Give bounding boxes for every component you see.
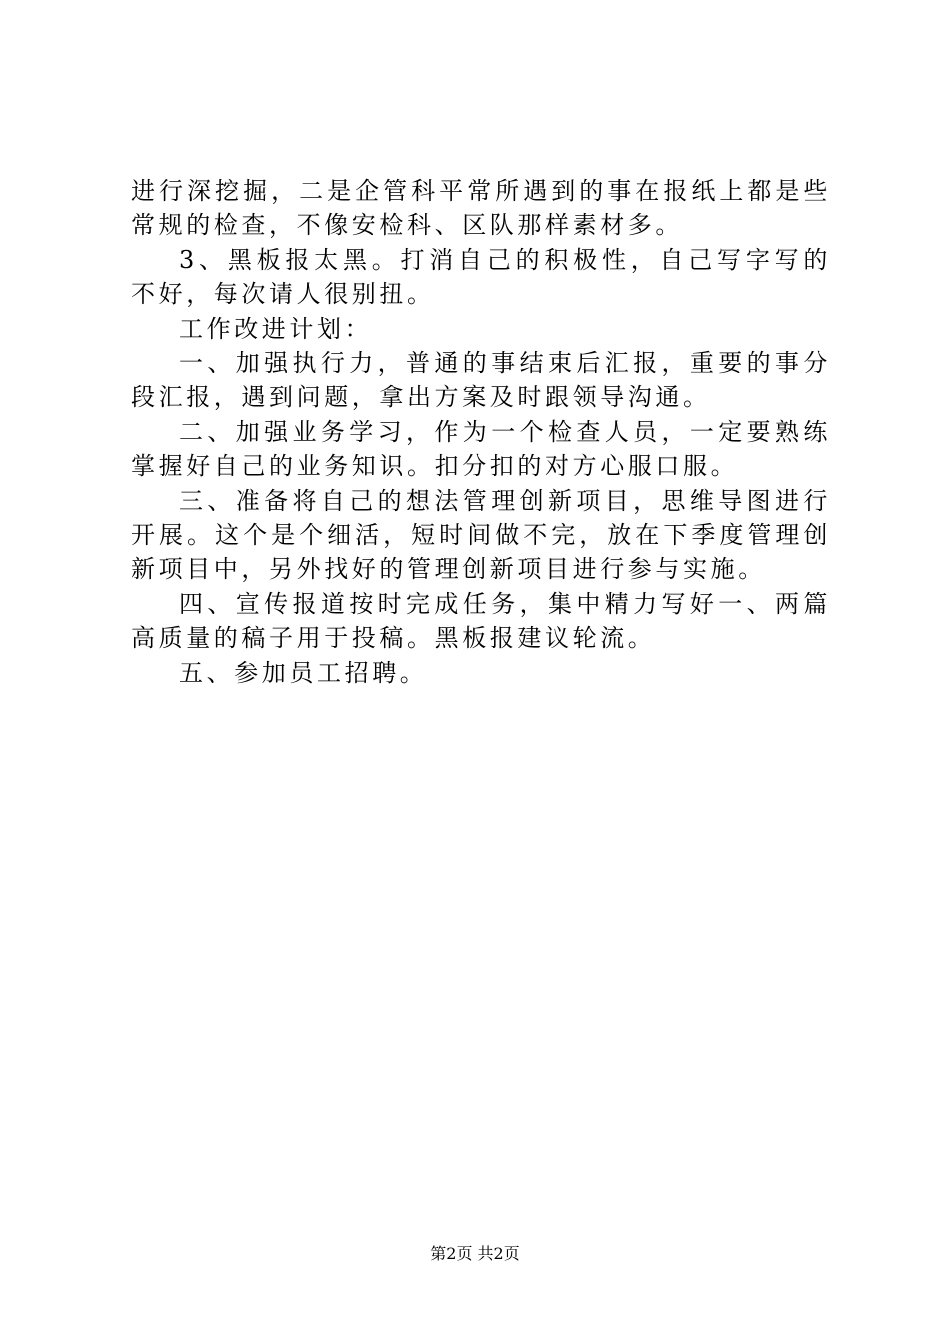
paragraph-plan-item-4: 四、宣传报道按时完成任务，集中精力写好一、两篇高质量的稿子用于投稿。黑板报建议轮流。 — [131, 589, 831, 653]
paragraph-plan-item-3: 三、准备将自己的想法管理创新项目，思维导图进行开展。这个是个细活，短时间做不完，放在下季度管理创新项目中，另外找好的管理创新项目进行参与实施。 — [131, 486, 831, 584]
paragraph-continuation: 进行深挖掘，二是企管科平常所遇到的事在报纸上都是些常规的检查，不像安检科、区队那样素材多。 — [131, 177, 831, 240]
page-number-label: 第2页 共2页 — [430, 1244, 520, 1263]
paragraph-plan-item-5: 五、参加员工招聘。 — [179, 658, 428, 687]
paragraph-blackboard-issue: 3、黑板报太黑。打消自己的积极性，自己写字写的不好，每次请人很别扭。 — [131, 245, 831, 309]
document-body — [131, 174, 831, 690]
paragraph-plan-item-1: 一、加强执行力，普通的事结束后汇报，重要的事分段汇报，遇到问题，拿出方案及时跟领导沟通。 — [131, 349, 831, 412]
page-footer — [0, 1243, 950, 1265]
paragraph-plan-item-2: 二、加强业务学习，作为一个检查人员，一定要熟练掌握好自己的业务知识。扣分扣的对方心服口服。 — [131, 417, 831, 481]
paragraph-improvement-heading: 工作改进计划： — [179, 314, 373, 343]
